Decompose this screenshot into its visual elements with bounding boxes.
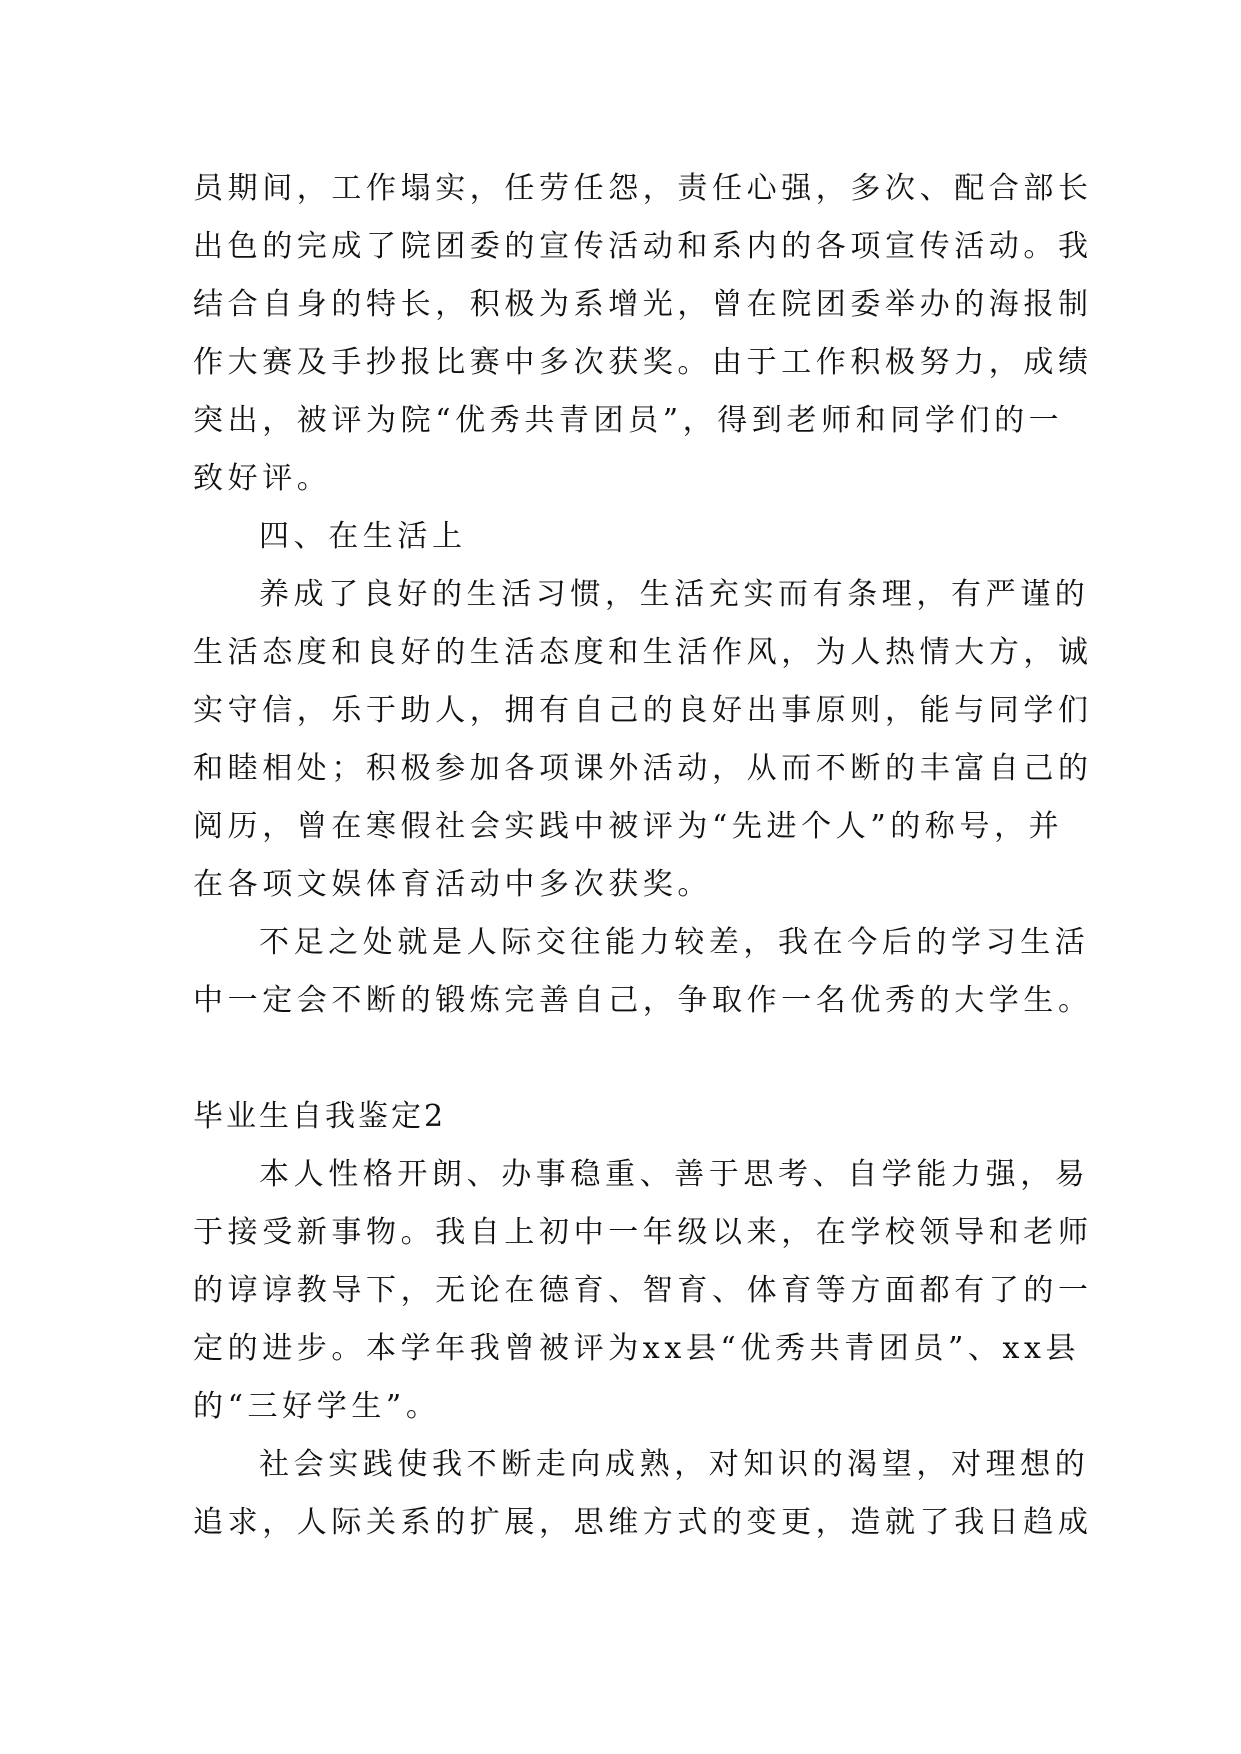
text-line: 的谆谆教导下，无论在德育、智育、体育等方面都有了的一 — [193, 1273, 1093, 1308]
paragraph-shortcomings — [193, 914, 1093, 1030]
text-line: 追求，人际关系的扩展，思维方式的变更，造就了我日趋成 — [193, 1505, 1093, 1540]
paragraph-social-practice — [193, 1436, 1093, 1552]
text-line: 的“三好学生”。 — [193, 1389, 441, 1424]
text-line: 阅历，曾在寒假社会实践中被评为“先进个人”的称号，并 — [193, 809, 1064, 844]
section-heading-life: 四、在生活上 — [259, 519, 467, 554]
text-line: 不足之处就是人际交往能力较差，我在今后的学习生活 — [259, 925, 1090, 960]
document-body — [193, 160, 1093, 1552]
text-line: 结合自身的特长，积极为系增光，曾在院团委举办的海报制 — [193, 287, 1093, 322]
text-line: 作大赛及手抄报比赛中多次获奖。由于工作积极努力，成绩 — [193, 345, 1093, 380]
text-line: 和睦相处；积极参加各项课外活动，从而不断的丰富自己的 — [193, 751, 1093, 786]
document-title-2: 毕业生自我鉴定2 — [193, 1099, 447, 1134]
text-line: 生活态度和良好的生活态度和生活作风，为人热情大方，诚 — [193, 635, 1093, 670]
paragraph-work-continued — [193, 160, 1093, 508]
text-line: 本人性格开朗、办事稳重、善于思考、自学能力强，易 — [259, 1157, 1090, 1192]
text-line: 定的进步。本学年我曾被评为xx县“优秀共青团员”、xx县 — [193, 1331, 1081, 1366]
text-line: 在各项文娱体育活动中多次获奖。 — [193, 867, 712, 902]
text-line: 出色的完成了院团委的宣传活动和系内的各项宣传活动。我 — [193, 229, 1093, 264]
section-spacer — [193, 1030, 1073, 1088]
text-line: 养成了良好的生活习惯，生活充实而有条理，有严谨的 — [259, 577, 1090, 612]
text-line: 于接受新事物。我自上初中一年级以来，在学校领导和老师 — [193, 1215, 1093, 1250]
text-line: 实守信，乐于助人，拥有自己的良好出事原则，能与同学们 — [193, 693, 1093, 728]
text-line: 中一定会不断的锻炼完善自己，争取作一名优秀的大学生。 — [193, 983, 1093, 1018]
text-line: 突出，被评为院“优秀共青团员”，得到老师和同学们的一 — [193, 403, 1064, 438]
text-line: 致好评。 — [193, 461, 332, 496]
text-line: 社会实践使我不断走向成熟，对知识的渴望，对理想的 — [259, 1447, 1090, 1482]
paragraph-intro — [193, 1146, 1093, 1436]
text-line: 员期间，工作塌实，任劳任怨，责任心强，多次、配合部长 — [193, 171, 1093, 206]
paragraph-life — [193, 566, 1093, 914]
